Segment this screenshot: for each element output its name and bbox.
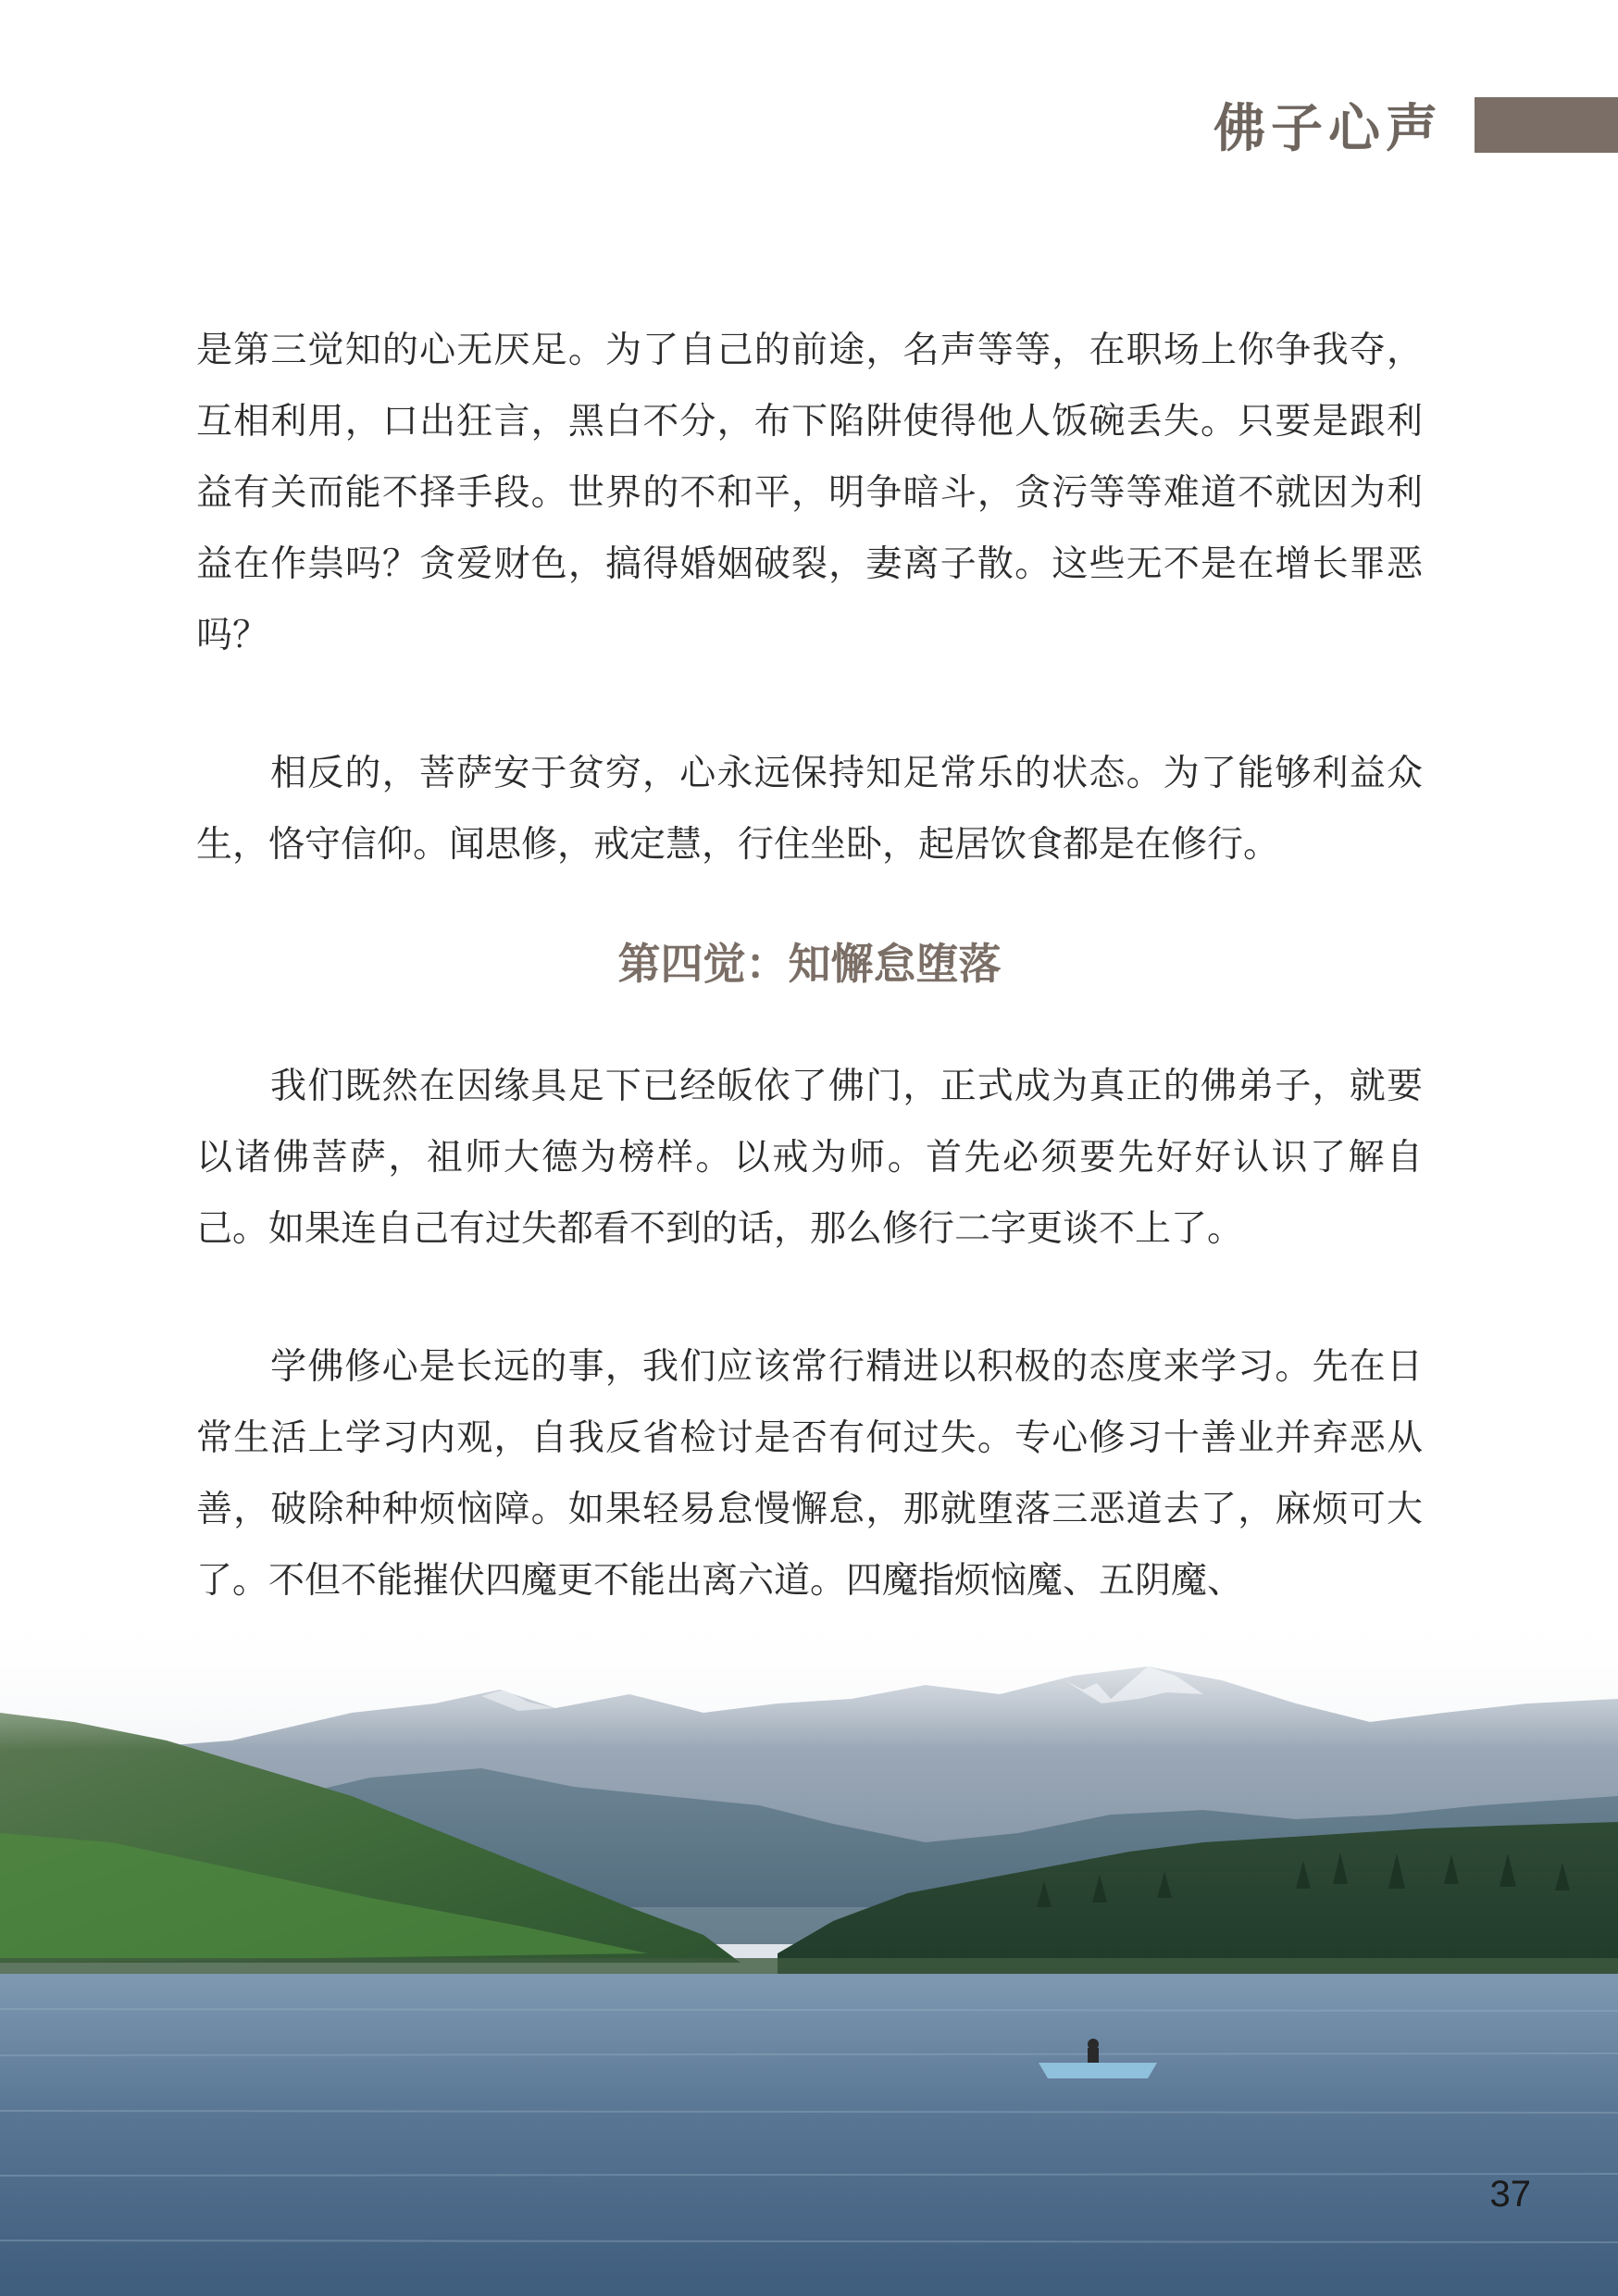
paragraph: 是第三觉知的心无厌足。为了自己的前途，名声等等，在职场上你争我夺，互相利用，口出狂言，黑白不分，布下陷阱使得他人饭碗丢失。只要是跟利益有关而能不择手段。世界的不和平，明争暗斗，贪污等等难道不就因为利益在作祟吗？贪爱财色，搞得婚姻破裂，妻离子散。这些无不是在增长罪恶吗？	[196, 330, 1423, 656]
header-title: 佛子心声	[1214, 99, 1443, 159]
paragraph: 学佛修心是长远的事，我们应该常行精进以积极的态度来学习。先在日常生活上学习内观，自我反省检讨是否有何过失。专心修习十善业并弃恶从善，破除种种烦恼障。如果轻易怠慢懈怠，那就堕落三恶道去了，麻烦可大了。不但不能摧伏四魔更不能出离六道。四魔指烦恼魔、五阴魔、	[196, 1346, 1423, 1602]
header-accent-bar	[1475, 97, 1618, 153]
article-body	[196, 315, 1423, 1616]
section-heading: 第四觉：知懈怠堕落	[617, 939, 1002, 989]
paragraph: 相反的，菩萨安于贫穷，心永远保持知足常乐的状态。为了能够利益众生，恪守信仰。闻思修，戒定慧，行住坐卧，起居饮食都是在修行。	[196, 753, 1423, 866]
page-header	[1214, 93, 1618, 157]
landscape-illustration	[0, 1611, 1618, 2296]
page-number: 37	[1489, 2174, 1531, 2215]
paragraph: 我们既然在因缘具足下已经皈依了佛门，正式成为真正的佛弟子，就要以诸佛菩萨，祖师大德为榜样。以戒为师。首先必须要先好好认识了解自己。如果连自己有过失都看不到的话，那么修行二字更谈不上了。	[196, 1066, 1423, 1250]
